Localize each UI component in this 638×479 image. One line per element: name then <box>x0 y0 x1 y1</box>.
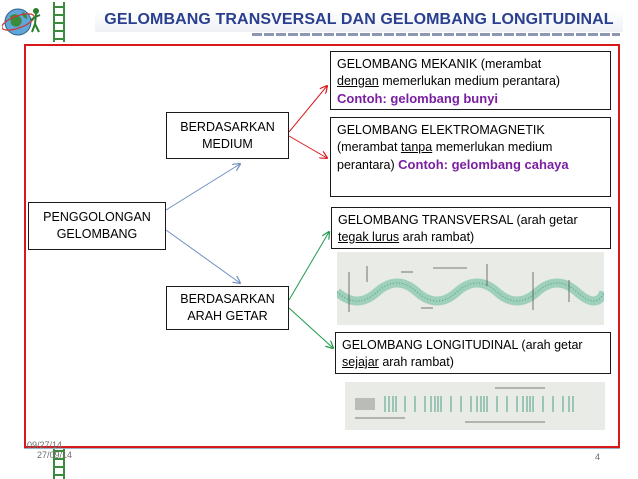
footer-date-bottom: 27/09/14 <box>37 450 73 460</box>
mechanical-text-1: GELOMBANG MEKANIK (merambat <box>337 57 542 71</box>
transversal-underlined-word: tegak lurus <box>338 230 400 244</box>
electromagnetic-underlined-word: tanpa <box>400 140 433 154</box>
electromagnetic-text-3: memerlukan medium perantara) <box>337 140 553 172</box>
by-medium-box <box>166 112 289 159</box>
electromagnetic-example: Contoh: gelombang cahaya <box>398 157 569 172</box>
mechanical-text-2: memerlukan medium perantara) <box>382 74 561 88</box>
footer-bar <box>24 448 620 468</box>
transversal-wave-box <box>331 207 611 249</box>
root-box <box>28 202 166 250</box>
by-direction-label: BERDASARKAN ARAH GETAR <box>180 292 275 323</box>
page-number: 4 <box>595 452 601 462</box>
mechanical-example: Contoh: gelombang bunyi <box>337 91 499 106</box>
by-medium-label: BERDASARKAN MEDIUM <box>180 119 275 151</box>
by-direction-box <box>166 286 289 330</box>
arrow-root-to-medium <box>166 164 240 210</box>
arrow-medium-to-mechanical <box>289 86 327 132</box>
arrow-root-to-direction <box>166 230 240 283</box>
longitudinal-text-2: arah rambat) <box>382 355 454 369</box>
longitudinal-wave-box <box>335 332 611 374</box>
root-label: PENGGOLONGAN GELOMBANG <box>43 210 151 241</box>
slide-title: GELOMBANG TRANSVERSAL DAN GELOMBANG LONGITUDINAL <box>104 11 614 28</box>
footer-date-top: 09/27/14 <box>27 440 63 450</box>
longitudinal-underlined-word: sejajar <box>342 355 379 369</box>
mechanical-wave-box <box>330 51 611 110</box>
arrow-direction-to-transversal <box>289 232 329 300</box>
electromagnetic-text-1: GELOMBANG ELEKTROMAGNETIK <box>337 123 545 137</box>
longitudinal-text-1: GELOMBANG LONGITUDINAL (arah getar <box>342 338 583 352</box>
arrow-medium-to-electromagnetic <box>289 136 327 158</box>
arrow-direction-to-longitudinal <box>289 308 333 348</box>
electromagnetic-wave-box <box>330 117 611 197</box>
mechanical-underlined-word: dengan <box>337 74 379 88</box>
transversal-text-1: GELOMBANG TRANSVERSAL (arah getar <box>338 213 578 227</box>
transversal-text-2: arah rambat) <box>402 230 475 244</box>
transversal-wave-illustration <box>337 252 604 325</box>
electromagnetic-text-2: (merambat <box>337 140 398 154</box>
longitudinal-wave-illustration <box>345 382 605 430</box>
